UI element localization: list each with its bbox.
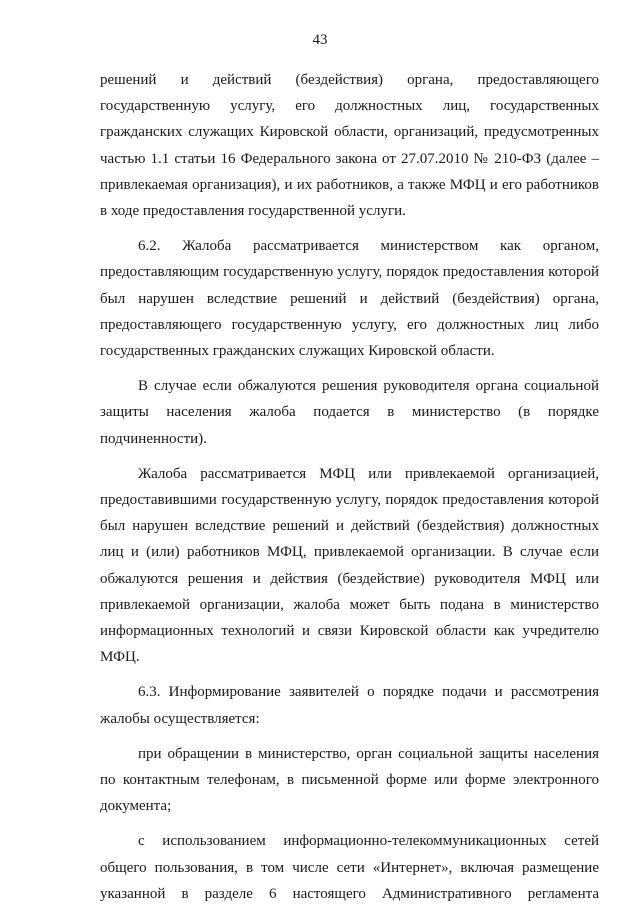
paragraph-6-3: 6.3. Информирование заявителей о порядке подачи и рассмотрения жалобы осуществляется: xyxy=(100,684,599,727)
paragraph-contact-methods: при обращении в министерство, орган социальной защиты населения по контактным телефонам, в письменной форме или форме электронного документа; xyxy=(100,745,599,815)
paragraph-mfc-complaint: Жалоба рассматривается МФЦ или привлекаемой организацией, предоставившими государственную услугу, порядок предоставления которой был нарушен вследствие решений и действий (бездействия) должностных лиц и (или) работников МФЦ, привлекаемой организации. В случае если обжалуются решения и действия (бездействие) руководителя МФЦ или привлекаемой организации, жалоба может быть подана в министерство информационных технологий и связи Кировской области как учредителю МФЦ. xyxy=(100,465,599,666)
page-number: 43 xyxy=(312,32,328,48)
paragraph-continuation: решений и действий (бездействия) органа, предоставляющего государственную услугу, его должностных лиц, государственных гражданских служащих Кировской области, организаций, предусмотренных частью 1.1 статьи 16 Федерального закона от 27.07.2010 № 210-ФЗ (далее – привлекаемая организация), и их работников, а также МФЦ и его работников в ходе предоставления государственной услуги. xyxy=(100,72,599,220)
paragraph-6-2: 6.2. Жалоба рассматривается министерством как органом, предоставляющим государственную услугу, порядок предоставления которой был нарушен вследствие решений и действий (бездействия) органа, предоставляющего государственную услугу, его должностных лиц либо государственных гражданских служащих Кировской области. xyxy=(100,238,599,360)
paragraph-internet: с использованием информационно-телекоммуникационных сетей общего пользования, в том числе сети «Интернет», включая размещение указанной в разделе 6 настоящего Административного регламента xyxy=(100,833,599,902)
paragraph-appeal-head: В случае если обжалуются решения руководителя органа социальной защиты населения жалоба подается в министерство (в порядке подчиненности). xyxy=(100,378,599,447)
document-body xyxy=(100,67,599,907)
